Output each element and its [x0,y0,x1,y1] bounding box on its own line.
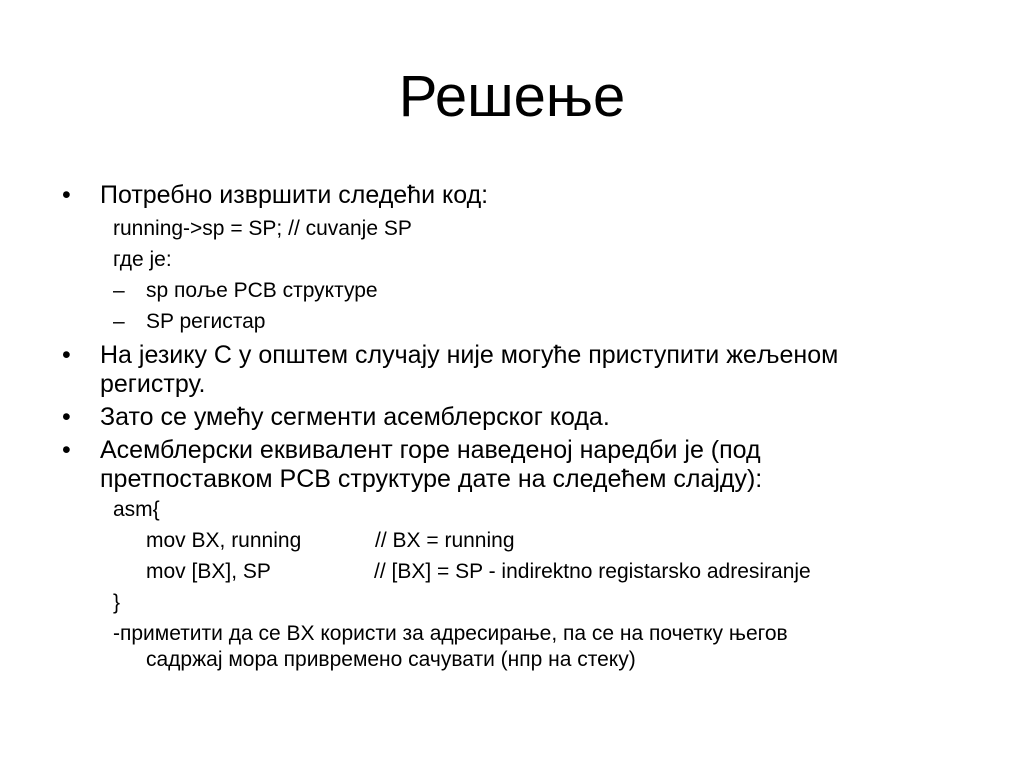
bullet-icon: • [62,436,71,464]
bullet-4-line-2: претпоставком PCB структуре дате на следећем слајду): [100,465,763,493]
bullet-icon: • [62,403,71,431]
bullet-2-line-2: регистру. [100,370,206,398]
bullet-icon: • [62,181,71,209]
bullet-icon: • [62,341,71,369]
note-line-2: садржај мора привремено сачувати (нпр на стеку) [146,648,636,671]
asm-line-1-comment: // BX = running [375,529,515,552]
dash-icon: – [113,310,125,333]
asm-line-1-code: mov BX, running [146,529,302,552]
asm-open: asm{ [113,498,160,521]
bullet-2-line-1: На језику C у општем случају није могуће приступити жељеном [100,341,839,369]
asm-line-2-comment: // [BX] = SP - indirektno registarsko adresiranje [374,560,811,583]
sub-item-sp-field: sp поље PCB структуре [146,279,378,302]
slide-title: Решење [398,64,626,129]
code-line-running: running->sp = SP; // cuvanje SP [113,217,412,240]
sub-item-sp-register: SP регистар [146,310,266,333]
where-text: где је: [113,248,172,271]
asm-line-2-code: mov [BX], SP [146,560,271,583]
asm-close: } [113,591,121,614]
dash-icon: – [113,279,125,302]
bullet-4-line-1: Асемблерски еквивалент горе наведеној наредби је (под [100,436,761,464]
bullet-1-text: Потребно извршити следећи код: [100,181,489,209]
note-line-1: -приметити да се BX користи за адресирање, па се на почетку његов [113,622,788,645]
bullet-3-text: Зато се умећу сегменти асемблерског кода. [100,403,610,431]
